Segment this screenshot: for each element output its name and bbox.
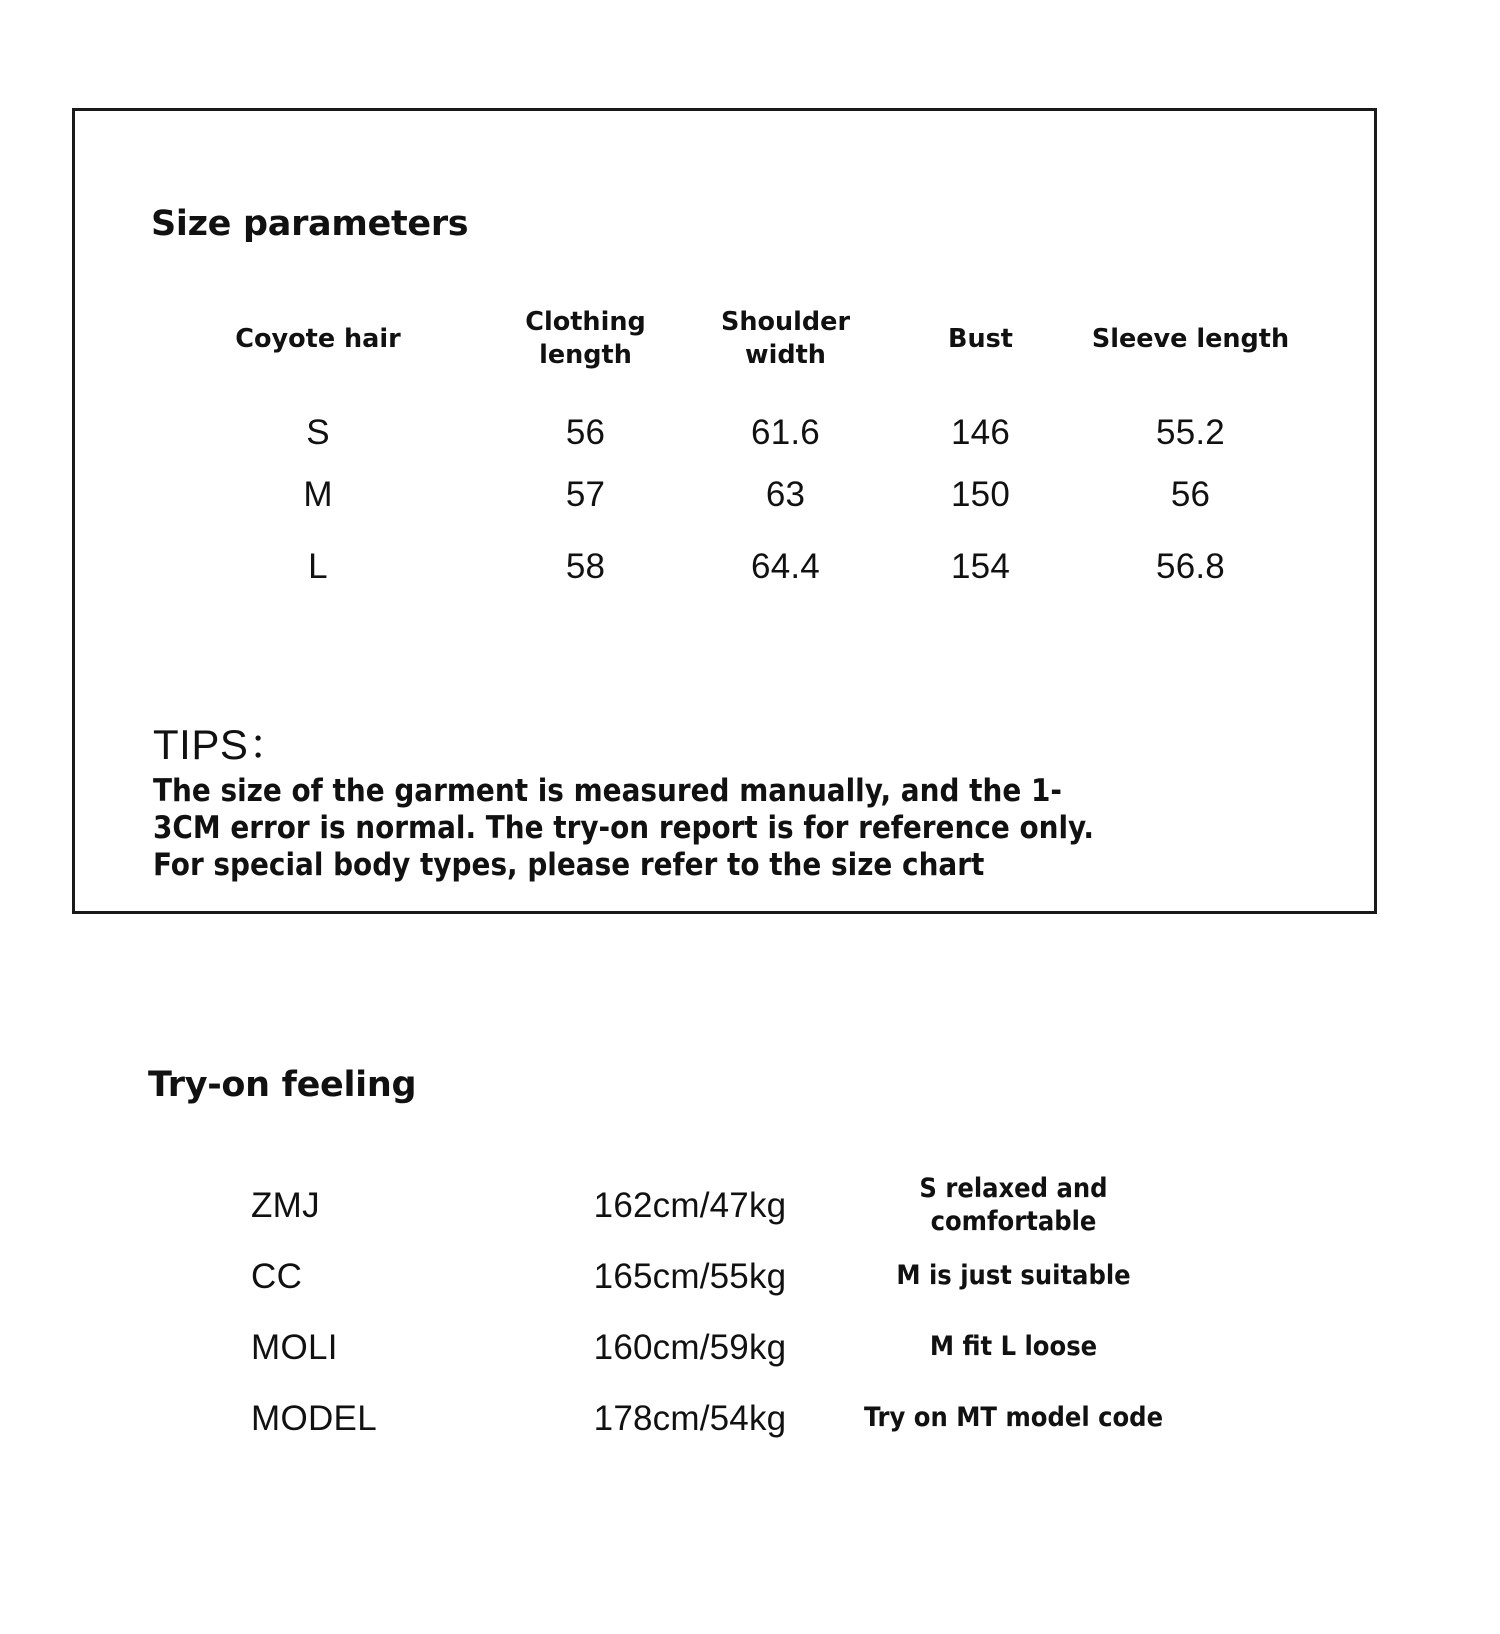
table-row [250, 1241, 1180, 1312]
cell-sleeve-length: 56 [1170, 475, 1211, 514]
table-row [250, 1312, 1180, 1383]
tips-block [153, 723, 1293, 884]
cell-bust: 154 [951, 547, 1010, 586]
cell-tester-measurement: 160cm/59kg [593, 1327, 787, 1367]
cell-tester-note: M fit L loose [929, 1331, 1098, 1363]
table-header-row [153, 291, 1303, 387]
cell-shoulder-width: 64.4 [751, 547, 820, 586]
cell-tester-measurement: 178cm/54kg [593, 1398, 787, 1438]
cell-clothing-length: 57 [565, 475, 606, 514]
try-on-feeling-table [250, 1170, 1180, 1454]
column-header-bust: Bust [948, 323, 1013, 354]
cell-size: S [306, 412, 330, 452]
column-header-coyote-hair: Coyote hair [235, 323, 401, 354]
cell-tester-name: MODEL [251, 1398, 377, 1438]
table-row [153, 531, 1303, 603]
cell-tester-measurement: 162cm/47kg [593, 1185, 787, 1225]
cell-tester-name: MOLI [251, 1327, 338, 1367]
size-parameters-table [153, 291, 1303, 603]
table-row [250, 1170, 1180, 1241]
cell-shoulder-width: 61.6 [751, 412, 820, 452]
cell-tester-note: M is just suitable [896, 1260, 1131, 1292]
cell-clothing-length: 58 [565, 547, 606, 586]
size-parameters-card [72, 108, 1377, 914]
cell-sleeve-length: 56.8 [1156, 547, 1225, 586]
cell-size: M [303, 475, 333, 514]
column-header-clothing-length: Clothing length [525, 307, 646, 370]
table-row [153, 387, 1303, 459]
cell-tester-note: S relaxed and comfortable [919, 1172, 1108, 1237]
cell-size: L [308, 547, 328, 586]
cell-bust: 146 [951, 412, 1010, 452]
cell-clothing-length: 56 [565, 412, 606, 452]
cell-bust: 150 [951, 475, 1010, 514]
try-on-feeling-title: Try-on feeling [148, 1065, 417, 1105]
column-header-shoulder-width: Shoulder width [720, 307, 851, 370]
cell-shoulder-width: 63 [765, 475, 806, 514]
cell-tester-note: Try on MT model code [863, 1402, 1164, 1434]
tips-heading: TIPS： [153, 721, 291, 768]
cell-tester-name: CC [251, 1256, 303, 1296]
table-row [153, 459, 1303, 531]
tips-body-text: The size of the garment is measured manually, and the 1-3CM error is normal. The try-on report is for reference only. For special body types, please refer to the size chart [153, 773, 1094, 883]
cell-sleeve-length: 55.2 [1156, 412, 1225, 452]
size-parameters-title: Size parameters [151, 204, 469, 244]
table-row [250, 1383, 1180, 1454]
cell-tester-measurement: 165cm/55kg [593, 1256, 787, 1296]
column-header-sleeve-length: Sleeve length [1091, 323, 1290, 354]
cell-tester-name: ZMJ [251, 1185, 320, 1225]
